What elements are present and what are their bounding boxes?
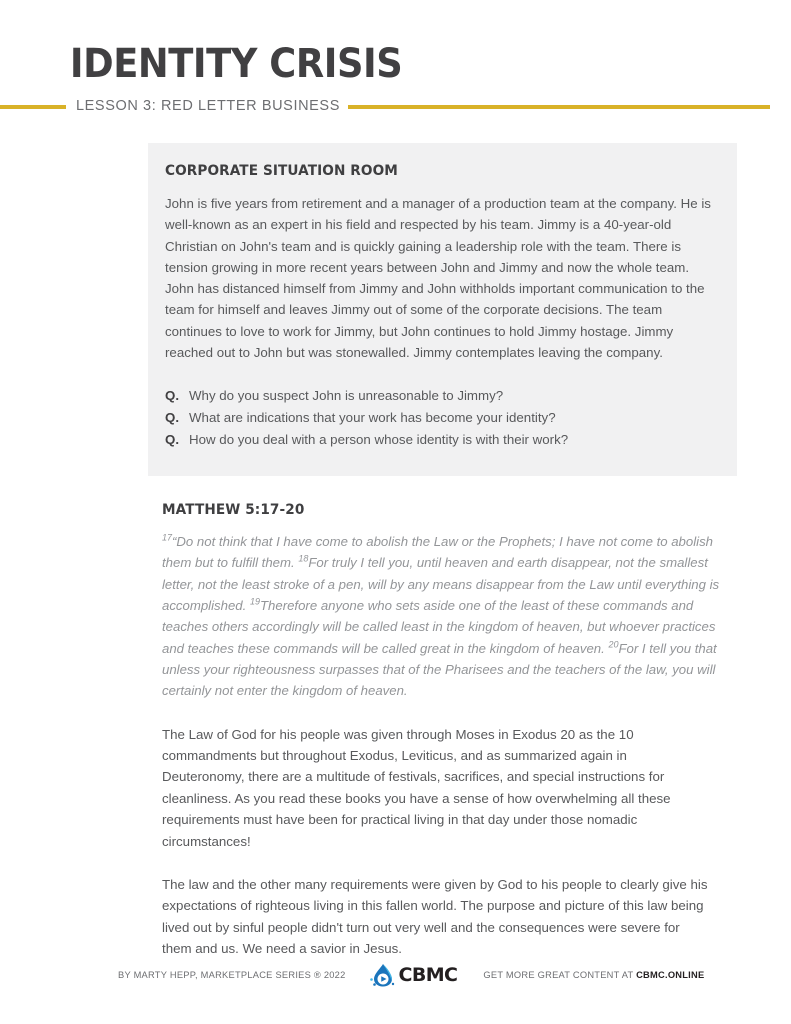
situation-heading: CORPORATE SITUATION ROOM: [165, 163, 398, 179]
question-text: Why do you suspect John is unreasonable to Jimmy?: [189, 388, 504, 404]
verse-text: Therefore anyone who sets aside one of the least of these commands and teaches others accordingly will be called least in the kingdom of heaven, but whoever practices and teaches these commands will be called great in the kingdom of heaven.: [162, 598, 716, 656]
document-content: [148, 143, 737, 960]
question-marker: Q.: [165, 409, 180, 425]
document-header: [0, 0, 791, 118]
question-text: What are indications that your work has become your identity?: [189, 409, 556, 425]
question-text: How do you deal with a person whose identity is with their work?: [189, 431, 569, 447]
situation-paragraph: John is five years from retirement and a manager of a production team at the company. He is well-known as an expert in his field and respected by his team. Jimmy is a 40-year-old Christian on John's team and is quickly gaining a leadership role with the team. There is tension growing in more recent years between John and Jimmy and now the whole team. John has distanced himself from Jimmy and John withholds important communication to the team for himself and leaves Jimmy out of some of the corporate decisions. The team continues to love to work for Jimmy, but John continues to hold Jimmy hostage. Jimmy reached out to John but was stonewalled. Jimmy contemplates leaving the company.: [165, 196, 711, 361]
footer-cta-link[interactable]: CBMC.ONLINE: [636, 970, 705, 980]
cbmc-logo-text: CBMC: [398, 963, 458, 986]
body-paragraph-2: The law and the other many requirements were given by God to his people to clearly give his expectations of righteous living in this fallen world. The purpose and picture of this law being lived out by sinful people didn't turn out very well and the consequences were severe for them and us. We need a savior in Jesus.: [162, 876, 708, 957]
footer-credit: BY MARTY HEPP, MARKETPLACE SERIES ® 2022: [118, 970, 346, 980]
page-title: IDENTITY CRISIS: [69, 41, 403, 87]
question-list: [165, 385, 718, 450]
document-footer: [0, 963, 791, 987]
list-item: [165, 429, 718, 451]
corporate-situation-room-box: [148, 143, 737, 476]
cbmc-droplet-play-icon: [370, 963, 396, 987]
footer-cta[interactable]: [483, 970, 704, 980]
scripture-text: [162, 531, 724, 701]
verse-number: 18: [298, 554, 309, 565]
question-marker: Q.: [165, 431, 180, 447]
verse-number: 19: [249, 596, 260, 607]
lesson-subtitle-row: [0, 94, 791, 118]
body-paragraph-1: The Law of God for his people was given through Moses in Exodus 20 as the 10 commandments but throughout Exodus, Leviticus, and as summarized again in Deuteronomy, there are a multitude of festivals, sacrifices, and special instructions for cleanliness. As you read these books you have a sense of how overwhelming all these requirements must have been for practical living in that day under those nomadic circumstances!: [162, 726, 671, 849]
cbmc-logo[interactable]: [370, 963, 458, 987]
verse-number: 20: [608, 639, 619, 650]
lesson-subtitle: LESSON 3: RED LETTER BUSINESS: [76, 94, 348, 118]
verse-text: “Do not think that I have come to abolish the Law or the Prophets; I have not come to abolish them but to fulfill them.: [162, 534, 714, 571]
scripture-block: [148, 502, 737, 701]
verse-text: For truly I tell you, until heaven and earth disappear, not the smallest letter, not the least stroke of a pen, will by any means disappear from the Law until everything is accomplished.: [162, 555, 720, 614]
question-marker: Q.: [165, 388, 180, 404]
footer-cta-prefix: GET MORE GREAT CONTENT AT: [483, 970, 637, 980]
list-item: [165, 407, 718, 429]
header-rule-left: [0, 105, 66, 109]
header-rule-right: [338, 105, 770, 109]
scripture-heading: MATTHEW 5:17-20: [162, 502, 305, 519]
verse-number: 17: [162, 532, 173, 543]
list-item: [165, 385, 718, 407]
verse-text: For I tell you that unless your righteousness surpasses that of the Pharisees and the teachers of the law, you will certainly not enter the kingdom of heaven.: [162, 640, 717, 699]
